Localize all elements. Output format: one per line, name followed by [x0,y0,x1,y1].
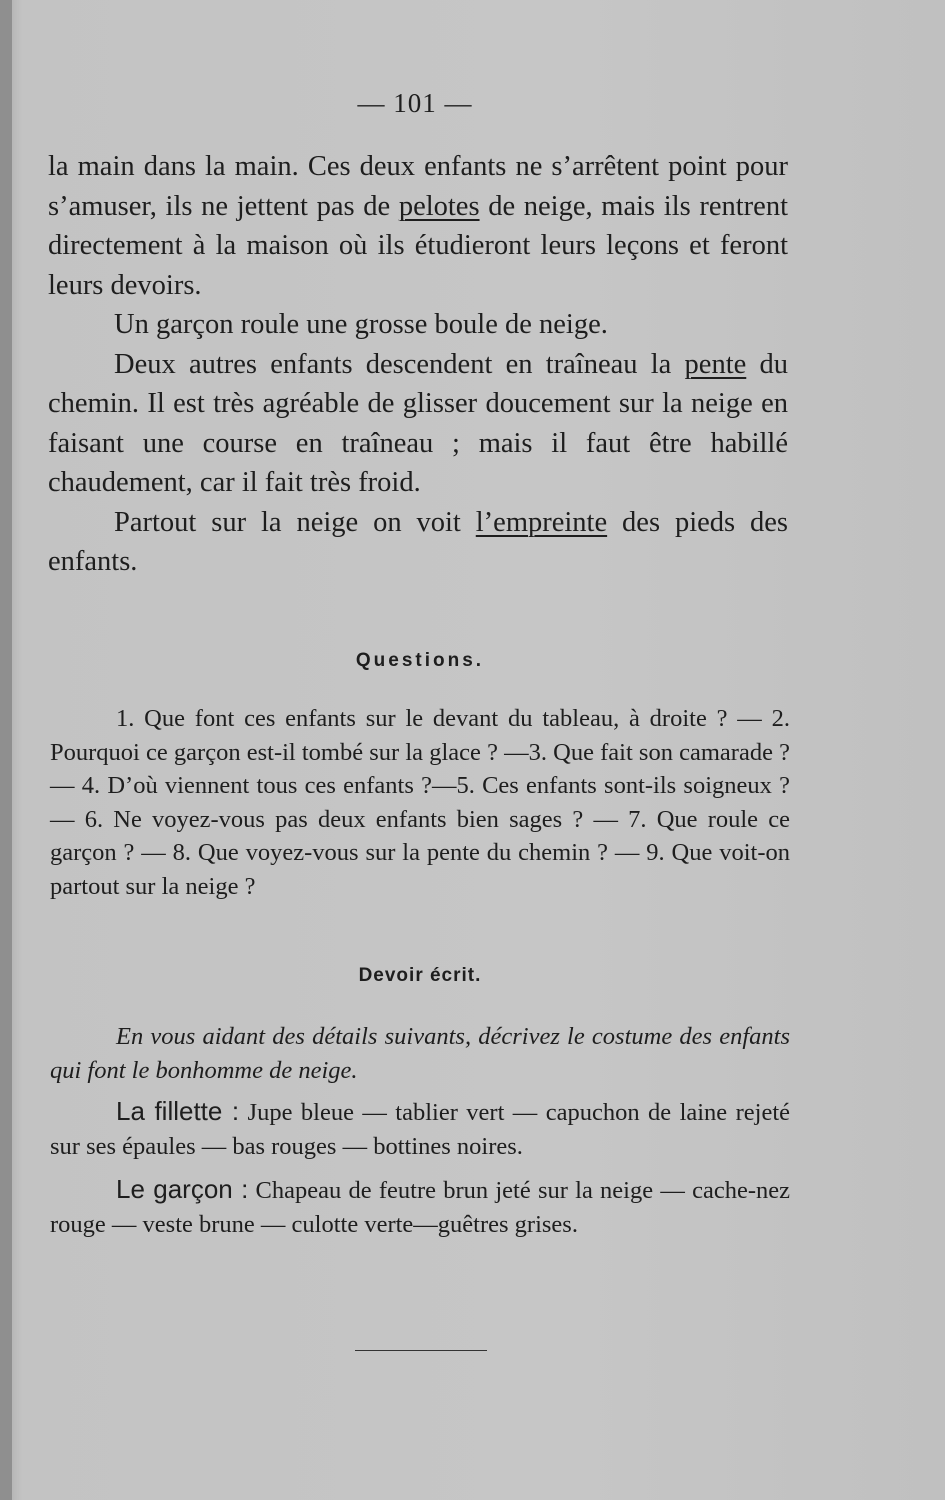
paragraph-1 [48,147,788,305]
reading-text [48,147,788,582]
page-number: — 101 — [357,88,473,118]
devoir-block [50,1020,790,1250]
devoir-intro: En vous aidant des détails suivants, décrivez le costume des enfants qui font le bonhomme de neige. [50,1023,790,1084]
page-gutter-shadow [0,0,12,1500]
paragraph-3-end: du chemin. Il est très agréable de glisser doucement sur la neige en faisant une course en traîneau ; mais il faut être habillé chaudement, car il fait très froid. [48,348,788,498]
paragraph-4-end: des pieds des enfants. [48,506,789,577]
paragraph-4-start: Partout sur la neige on voit [114,506,476,538]
questions-block [50,702,790,903]
fillette-paragraph [50,1094,790,1164]
fillette-text: Jupe bleue — tablier vert — capuchon de laine rejeté sur ses épaules — bas rouges — bottines noires. [50,1099,791,1160]
paragraph-2: Un garçon roule une grosse boule de neige. [114,309,608,340]
underlined-word-empreinte: l’empreinte [475,506,608,538]
underlined-word-pente: pente [684,348,747,380]
paragraph-4 [48,503,788,582]
garcon-paragraph [50,1172,790,1242]
paragraph-3 [48,345,788,503]
paragraph-3-start: Deux autres enfants descendent en traîneau la [114,348,685,380]
fillette-label: La fillette : [116,1096,240,1126]
paragraph-1-end: de neige, mais ils rentrent directement à la maison où ils étudieront leurs leçons et feront leurs devoirs. [48,190,788,301]
devoir-heading: Devoir écrit. [358,965,482,986]
end-rule-divider [355,1350,487,1351]
questions-text: 1. Que font ces enfants sur le devant du tableau, à droite ? — 2. Pourquoi ce garçon est-il tombé sur la glace ? —3. Que fait son camarade ? — 4. D’où viennent tous ces enfants ?—5. Ces enfants sont-ils soigneux ?— 6. Ne voyez-vous pas deux enfants bien sages ? — 7. Que roule ce garçon ? — 8. Que voyez-vous sur la pente du chemin ? — 9. Que voit-on partout sur la neige ? [50,705,790,900]
underlined-word-pelotes: pelotes [398,190,480,222]
garcon-text: Chapeau de feutre brun jeté sur la neige — cache-nez rouge — veste brune — culotte verte—guêtres grises. [50,1177,790,1238]
garcon-label: Le garçon : [116,1174,249,1204]
questions-heading: Questions. [355,650,485,671]
paragraph-1-text: la main dans la main. Ces deux enfants ne s’arrêtent point pour s’amuser, ils ne jettent pas de [48,151,788,222]
